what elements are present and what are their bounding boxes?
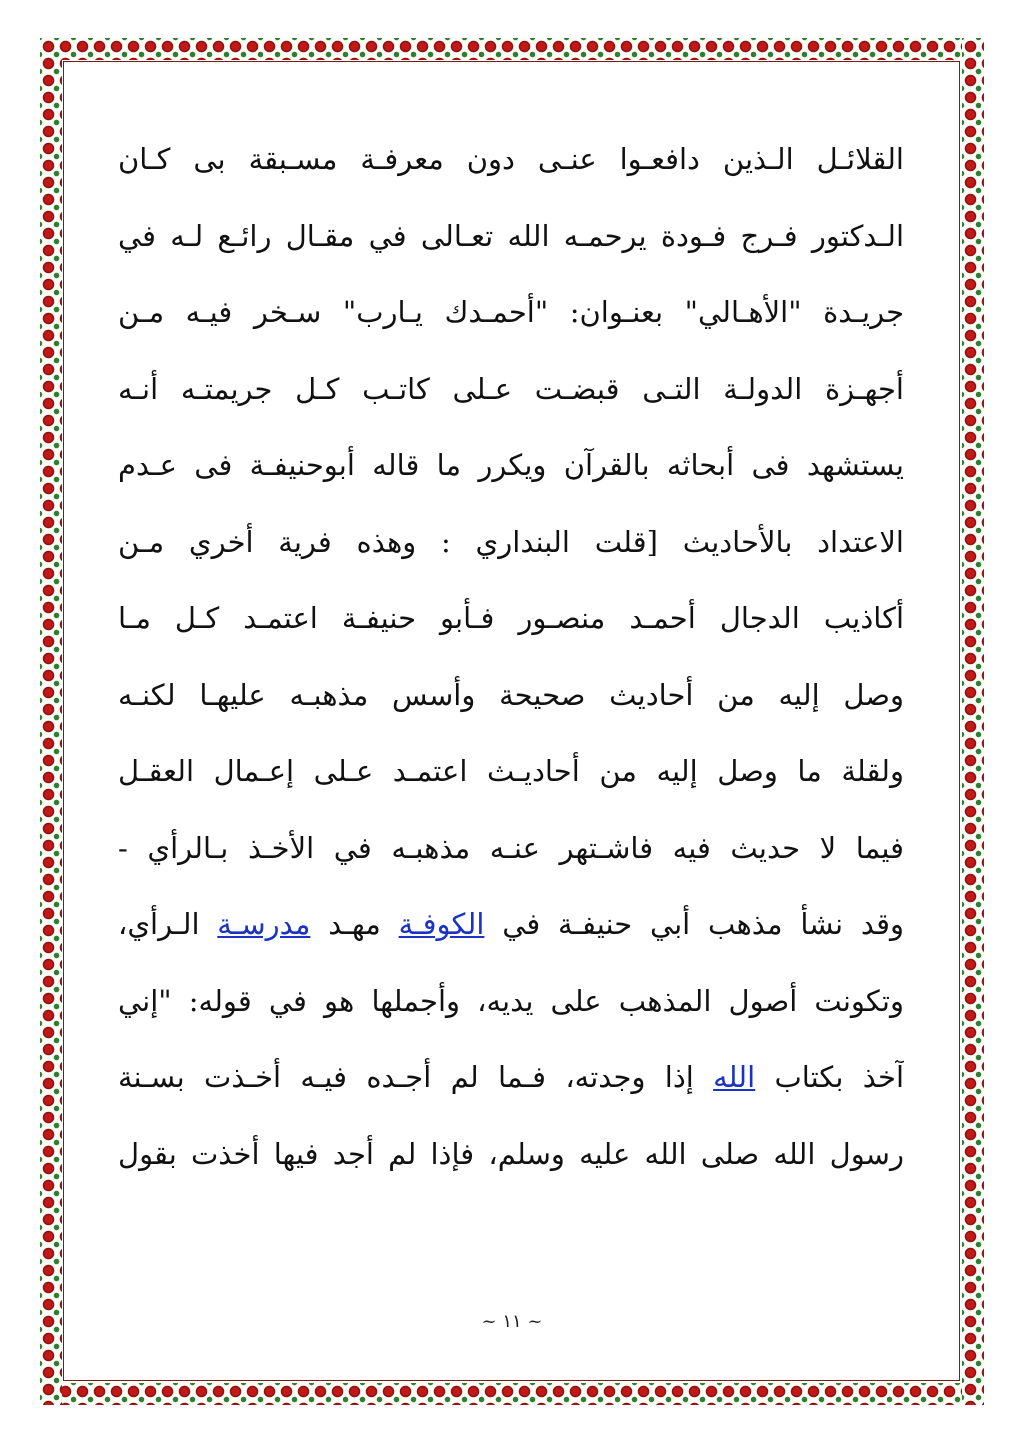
text-line-11-part-2: مهـد <box>310 907 399 941</box>
decorative-border-bottom <box>40 1383 984 1405</box>
text-line-6: الاعتداد بالأحاديث [قلت البنداري : وهذه فرية أخري مـن <box>118 524 904 559</box>
text-line-13 <box>118 1041 904 1118</box>
body-text <box>118 123 904 1194</box>
text-line-9: ولقلة ما وصل إليه من أحاديـث اعتمـد عـلى إعـمال العقـل <box>118 754 904 788</box>
kufa-link[interactable]: الكوفـة <box>398 907 485 941</box>
text-line-11-part-3: الـرأي، <box>118 907 218 941</box>
text-line-10: فيما لا حديث فيه فاشـتهر عنـه مذهبـه في الأخـذ بـالرأي - <box>118 830 904 865</box>
text-line-11 <box>118 888 904 965</box>
text-line-7: أكاذيب الدجال أحمـد منصـور فـأبو حنيفـة اعتمـد كـل مـا <box>118 601 904 635</box>
page-number: ~ ١١ ~ <box>481 1311 543 1332</box>
allah-link[interactable]: الله <box>713 1060 756 1094</box>
text-line-12: وتكونت أصول المذهب على يديه، وأجملها هو في قوله: "إني <box>118 983 904 1018</box>
text-line-11-part-1: وقد نشأ مذهب أبي حنيفـة في <box>484 907 904 941</box>
text-line-5: يستشهد فى أبحاثه بالقرآن ويكرر ما قاله أبوحنيفـة فى عـدم <box>118 448 904 482</box>
text-line-2: الـدكتور فـرج فـودة يرحمـه الله تعـالى في مقـال رائـع لـه في <box>118 218 904 253</box>
decorative-border-top <box>40 38 984 60</box>
decorative-border-right <box>962 38 984 1405</box>
text-line-13-part-2: إذا وجدته، فـما لم أجـده فيـه أخـذت بسـنة <box>118 1060 714 1094</box>
text-line-3: جريـدة "الأهـالي" بعنـوان: "أحمـدك يـارب" سـخر فيـه مـن <box>118 295 904 329</box>
text-line-4: أجهـزة الدولـة التـى قبضـت عـلى كاتـب كـل جريمتـه أنـه <box>118 371 904 406</box>
school-link[interactable]: مدرسـة <box>217 907 311 941</box>
text-line-14: رسول الله صلى الله عليه وسلم، فإذا لم أجد فيها أخذت بقول <box>118 1136 904 1171</box>
text-line-1: القلائـل الـذين دافعـوا عنـى دون معرفـة مسـبقة بى كـان <box>118 142 904 176</box>
text-line-8: وصل إليه من أحاديث صحيحة وأسس مذهبـه عليهـا لكنـه <box>118 677 904 712</box>
text-line-13-part-1: آخذ بكتاب <box>755 1060 904 1094</box>
decorative-border-left <box>40 38 62 1405</box>
